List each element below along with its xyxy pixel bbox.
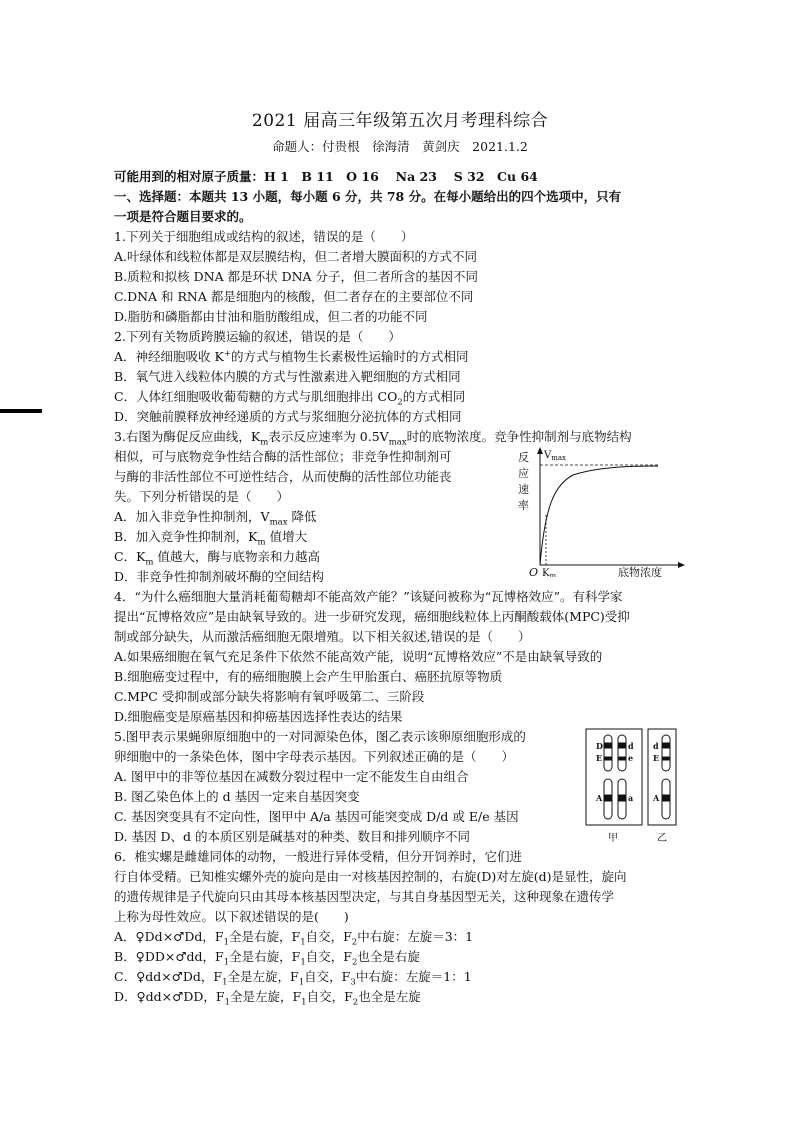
- gene-label: A: [653, 793, 660, 803]
- q4-option-d: D.细胞癌变是原癌基因和抑癌基因选择性表达的结果: [114, 709, 403, 724]
- q5-block: [114, 727, 686, 847]
- q4-option-c: C.MPC 受抑制或部分缺失将影响有氧呼吸第二、三阶段: [114, 689, 425, 704]
- figure-vmax-label: $V_{max}$: [544, 450, 566, 462]
- q2-option-c: C．人体红细胞吸收葡萄糖的方式与肌细胞排出 $CO_2$的方式相同: [114, 389, 466, 407]
- margin-bar: [0, 409, 42, 413]
- figure-ylabel-char: 率: [518, 499, 529, 512]
- atomic-masses: 可能用到的相对原子质量：H 1 B 11 O 16 Na 23 S 32 Cu 64: [114, 169, 538, 184]
- figure-label-jia: 甲: [608, 833, 618, 844]
- figure-label-yi: 乙: [657, 833, 667, 844]
- q6-stem-line3: 的遗传规律是子代旋向只由其母本核基因型决定，与其自身基因型无关，这种现象在遗传学: [114, 889, 615, 904]
- gene-label: D: [596, 741, 603, 751]
- gene-label: E: [653, 753, 660, 763]
- q1-option-a: A.叶绿体和线粒体都是双层膜结构，但二者增大膜面积的方式不同: [114, 249, 478, 264]
- chromosome-yi: [662, 735, 670, 819]
- q3-option-c: C．$K_m$ 值越大，酶与底物亲和力越高: [114, 549, 320, 567]
- q5-stem-line1: 5.图甲表示果蝇卵原细胞中的一对同源染色体，图乙表示该卵原细胞形成的: [114, 729, 526, 744]
- figure-origin-label: O: [529, 566, 539, 577]
- figure-km-label: $K_m$: [542, 568, 557, 577]
- q6-option-c: C．♀dd×♂Dd，$F_1$全是左旋，$F_1$自交，$F_3$中右旋：左旋＝1：1: [114, 969, 472, 987]
- exam-authors: 命题人：付贵根 徐海清 黄剑庆 2021.1.2: [272, 139, 528, 154]
- gene-label: A: [596, 793, 603, 803]
- q3-stem-line4: 失。下列分析错误的是（ ）: [114, 489, 290, 504]
- chromosome-right: [618, 735, 626, 819]
- section-heading-line1: 一、选择题：本题共 13 小题，每小题 6 分，共 78 分。在每小题给出的四个选项中，只有: [114, 189, 622, 204]
- q6-stem-line1: 6．椎实螺是雌雄同体的动物，一般进行异体受精，但分开饲养时，它们进: [114, 849, 522, 864]
- gene-label: e: [628, 753, 634, 763]
- gene-label: d: [628, 741, 634, 751]
- figure-ylabel-char: 应: [518, 467, 529, 480]
- q6-option-d: D．♀dd×♂DD，$F_1$全是左旋，$F_1$自交，$F_2$也全是左旋: [114, 989, 421, 1007]
- q5-option-c: C. 基因突变具有不定向性，图甲中 A/a 基因可能突变成 D/d 或 E/e 基因: [114, 809, 519, 824]
- q2-option-d: D．突触前膜释放神经递质的方式与浆细胞分泌抗体的方式相同: [114, 409, 462, 424]
- q3-option-a: A．加入非竞争性抑制剂，$V_{max}$ 降低: [114, 509, 317, 527]
- q6-stem-line4: 上称为母性效应。以下叙述错误的是( ): [114, 909, 349, 924]
- q3-stem-line2: 相似，可与底物竞争性结合酶的活性部位；非竞争性抑制剂可: [114, 449, 452, 464]
- q1-option-b: B.质粒和拟核 DNA 都是环状 DNA 分子，但二者所含的基因不同: [114, 269, 479, 284]
- q5-option-b: B. 图乙染色体上的 d 基因一定来自基因突变: [114, 789, 360, 804]
- figure-y-arrow: [537, 447, 543, 454]
- section-heading-line2: 一项是符合题目要求的。: [114, 209, 252, 224]
- figure-x-arrow: [678, 562, 685, 568]
- q3-stem-line1: 3.右图为酶促反应曲线，$K_m$表示反应速率为 $0.5V_{max}$时的底物浓度。竞争性抑制剂与底物结构: [114, 429, 632, 447]
- q4-stem-line3: 制或部分缺失，从而激活癌细胞无限增殖。以下相关叙述,错误的是（ ）: [114, 629, 531, 644]
- figure-xlabel: 底物浓度: [618, 566, 662, 577]
- q6-option-a: A．♀Dd×♂Dd，$F_1$全是右旋，$F_1$自交，$F_2$中右旋：左旋＝3：1: [114, 929, 474, 947]
- q6-option-b: B．♀DD×♂dd，$F_1$全是右旋，$F_1$自交，$F_2$也全是右旋: [114, 949, 420, 967]
- exam-title: 2021 届高三年级第五次月考理科综合: [251, 111, 549, 131]
- chromosome-left: [604, 735, 612, 819]
- figure-ylabel-char: 反: [518, 451, 529, 464]
- q2-option-a: A．神经细胞吸收 K+的方式与植物生长素极性运输时的方式相同: [114, 348, 469, 364]
- q1-option-d: D.脂肪和磷脂都由甘油和脂肪酸组成，但二者的功能不同: [114, 309, 428, 324]
- q4-stem-line2: 提出“瓦博格效应”是由缺氧导致的。进一步研究发现，癌细胞线粒体上丙酮酸载体(MPC)受抑: [114, 609, 630, 624]
- q3-option-d: D．非竞争性抑制剂破坏酶的空间结构: [114, 569, 325, 584]
- q2-option-b: B．氧气进入线粒体内膜的方式与性激素进入靶细胞的方式相同: [114, 369, 461, 384]
- gene-label: a: [628, 793, 634, 803]
- gene-label: d: [653, 741, 659, 751]
- q5-option-a: A. 图甲中的非等位基因在减数分裂过程中一定不能发生自由组合: [114, 769, 469, 784]
- q3-option-b: B．加入竞争性抑制剂，$K_m$ 值增大: [114, 529, 308, 547]
- q1-stem: 1.下列关于细胞组成或结构的叙述，错误的是（ ）: [114, 229, 414, 244]
- q6-stem-line2: 行自体受精。已知椎实螺外壳的旋向是由一对核基因控制的，右旋(D)对左旋(d)是显性，旋向: [114, 869, 627, 884]
- figure-ylabel-char: 速: [518, 483, 529, 496]
- gene-label: E: [596, 753, 603, 763]
- chromosome-figure: [584, 727, 684, 847]
- figure-jia-frame: [586, 729, 642, 825]
- q3-stem-line3: 与酶的非活性部位不可逆性结合，从而使酶的活性部位功能丧: [114, 469, 452, 484]
- q5-stem-line2: 卵细胞中的一条染色体，图中字母表示基因。下列叙述正确的是（ ）: [114, 749, 515, 764]
- q4-option-b: B.细胞癌变过程中，有的癌细胞膜上会产生甲胎蛋白、癌胚抗原等物质: [114, 669, 503, 684]
- q4-stem-line1: 4．“为什么癌细胞大量消耗葡萄糖却不能高效产能？”该疑问被称为“瓦博格效应”。有科学家: [114, 589, 623, 604]
- q3-block: [114, 447, 686, 587]
- enzyme-kinetics-figure: [518, 447, 686, 577]
- q4-option-a: A.如果癌细胞在氧气充足条件下依然不能高效产能，说明“瓦博格效应”不是由缺氧导致的: [114, 649, 603, 664]
- q5-option-d: D. 基因 D、d 的本质区别是碱基对的种类、数目和排列顺序不同: [114, 829, 470, 844]
- exam-paper: [114, 106, 686, 1007]
- q2-stem: 2.下列有关物质跨膜运输的叙述，错误的是（ ）: [114, 329, 401, 344]
- figure-curve: [540, 466, 658, 565]
- q1-option-c: C.DNA 和 RNA 都是细胞内的核酸，但二者存在的主要部位不同: [114, 289, 474, 304]
